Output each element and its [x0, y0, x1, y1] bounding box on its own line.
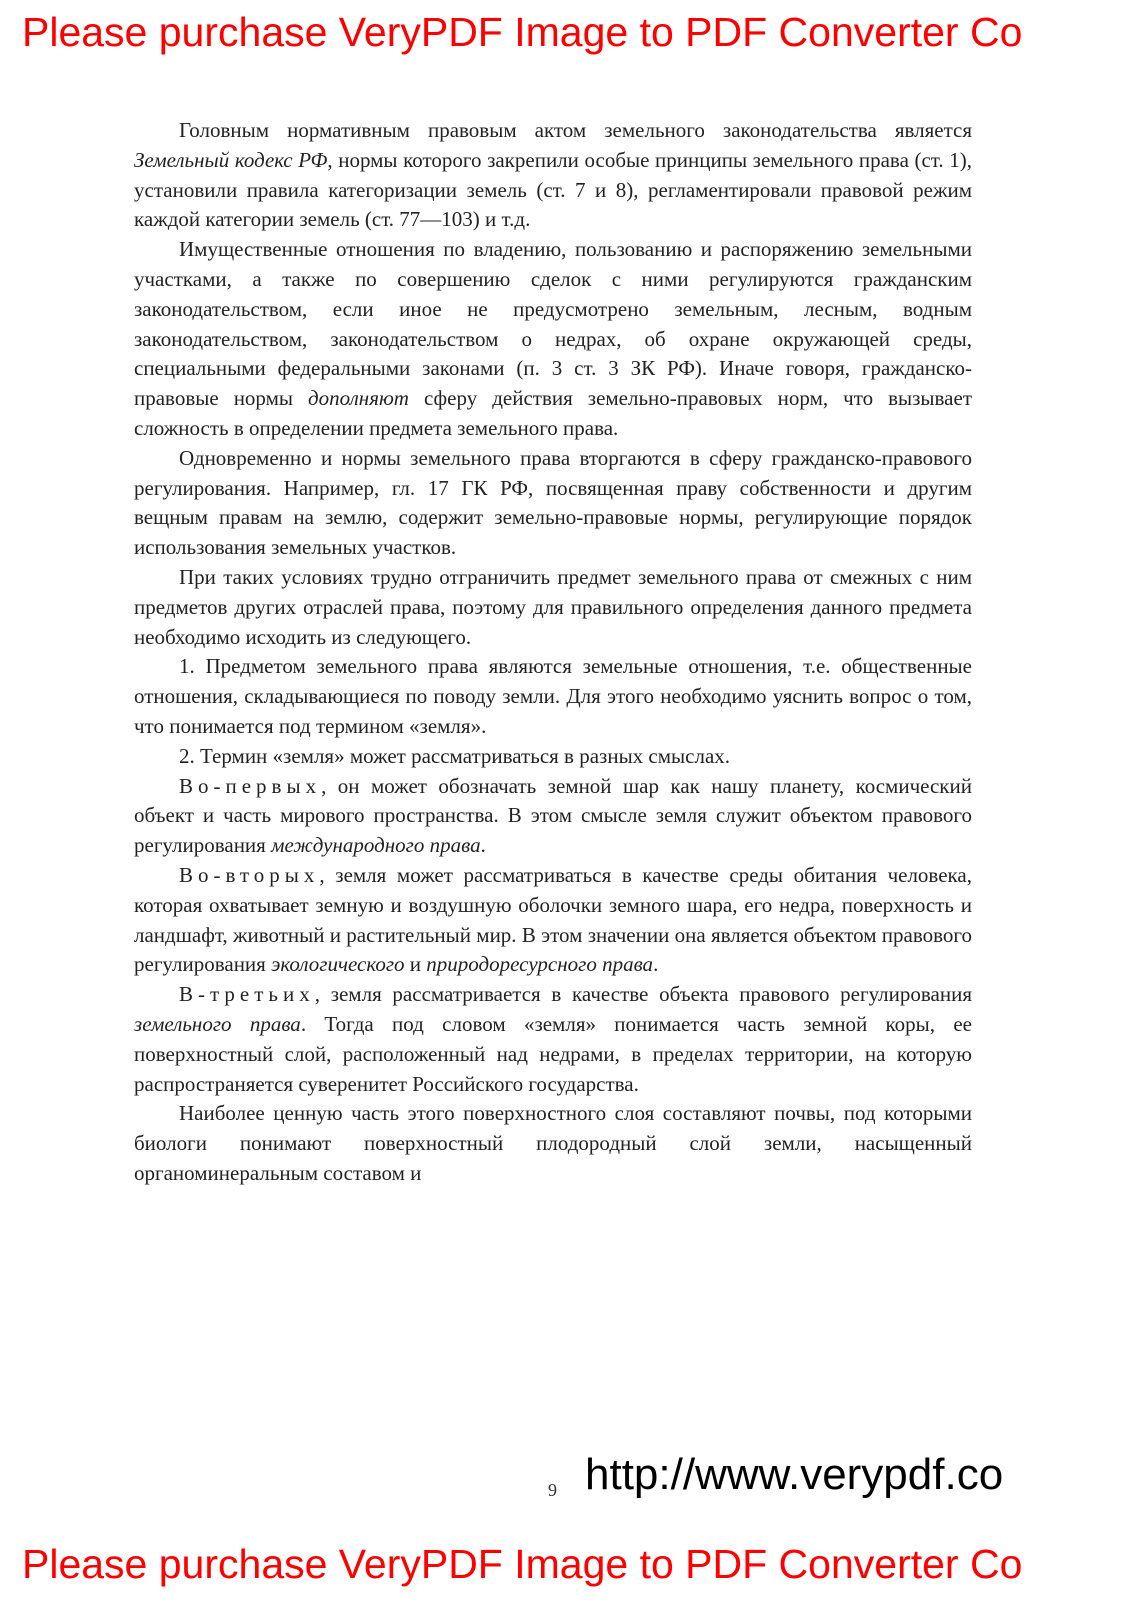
italic-term: международного права	[271, 833, 481, 858]
italic-term: природоресурсного права	[426, 952, 654, 977]
text-run: Имущественные отношения по владению, пользованию и распоряжению земельными участками, а также по совершению сделок с ними регулируются гражданским законодательством, если иное не предусмотрено земельным, лесным, водным законодательством, законодательством о недрах, об охране окружающей среды, специальными федеральными законами (п. 3 ст. 3 ЗК РФ). Иначе говоря, гражданско-правовые нормы	[134, 237, 972, 411]
text-run: , он может обозначать земной шар как нашу планету, космический объект и часть мирового пространства. В этом смысле земля служит объектом правового регулирования	[134, 773, 972, 858]
text-run: Головным нормативным правовым актом земельного законодательства является	[179, 118, 972, 142]
paragraph	[134, 652, 972, 741]
text-run: , земля рассматривается в качестве объекта правового регулирования	[314, 982, 972, 1007]
paragraph	[134, 235, 972, 444]
italic-term: экологического	[271, 952, 405, 977]
paragraph	[134, 444, 972, 563]
text-run: , земля может рассматриваться в качестве среды обитания человека, которая охватывает земную и воздушную оболочки земного шара, его недра, поверхность и ландшафт, животный и растительный мир. В этом значении она является объектом правового регулирования	[134, 862, 972, 977]
paragraph	[134, 772, 972, 861]
paragraph	[134, 1099, 972, 1188]
italic-term: земельного права	[134, 1011, 301, 1036]
text-run: При таких условиях трудно отграничить предмет земельного права от смежных с ним предметов других отраслей права, поэтому для правильного определения данного предмета необходимо исходить из следующего.	[134, 564, 972, 649]
paragraph	[134, 742, 972, 772]
document-body	[134, 116, 972, 1189]
text-run: сферу действия земельно-правовых норм, что вызывает сложность в определении предмета земельного права.	[134, 386, 972, 440]
paragraph	[134, 861, 972, 980]
watermark-bottom: Please purchase VeryPDF Image to PDF Converter Co	[22, 1541, 1023, 1587]
text-run: 1. Предметом земельного права являются земельные отношения, т.е. общественные отношения, складывающиеся по поводу земли. Для этого необходимо уяснить вопрос о том, что понимается под термином «земля».	[134, 654, 972, 738]
watermark-top: Please purchase VeryPDF Image to PDF Converter Co	[22, 9, 1023, 55]
text-run: и	[404, 952, 427, 977]
spaced-term: Во-первых	[179, 773, 322, 798]
page-number: 9	[548, 1480, 557, 1500]
text-run: , нормы которого закрепили особые принципы земельного права (ст. 1), установили правила категоризации земель (ст. 7 и 8), регламентировали правовой режим каждой категории земель (ст. 77—103) и т.д.	[134, 147, 972, 232]
text-run: .	[653, 952, 659, 977]
italic-term: Земельный кодекс РФ	[134, 147, 328, 172]
watermark-url: http://www.verypdf.co	[585, 1450, 1004, 1499]
paragraph	[134, 563, 972, 652]
text-run: 2. Термин «земля» может рассматриваться в разных смыслах.	[179, 743, 731, 768]
text-run: Наиболее ценную часть этого поверхностного слоя составляют почвы, под которыми биологи понимают поверхностный плодородный слой земли, насыщенный органоминеральным составом и	[134, 1101, 972, 1185]
spaced-term: Во-вторых	[179, 862, 320, 887]
spaced-term: В-третьих	[179, 982, 315, 1007]
text-run: . Тогда под словом «земля» понимается часть земной коры, ее поверхностный слой, расположенный над недрами, в пределах территории, на которую распространяется суверенитет Российского государства.	[134, 1011, 972, 1096]
paragraph	[134, 980, 972, 1099]
text-run: .	[480, 833, 486, 858]
paragraph	[134, 116, 972, 235]
text-run: Одновременно и нормы земельного права вторгаются в сферу гражданско-правового регулирования. Например, гл. 17 ГК РФ, посвященная праву собственности и другим вещным правам на землю, содержит земельно-правовые нормы, регулирующие порядок использования земельных участков.	[134, 445, 972, 560]
italic-term: дополняют	[308, 386, 409, 411]
